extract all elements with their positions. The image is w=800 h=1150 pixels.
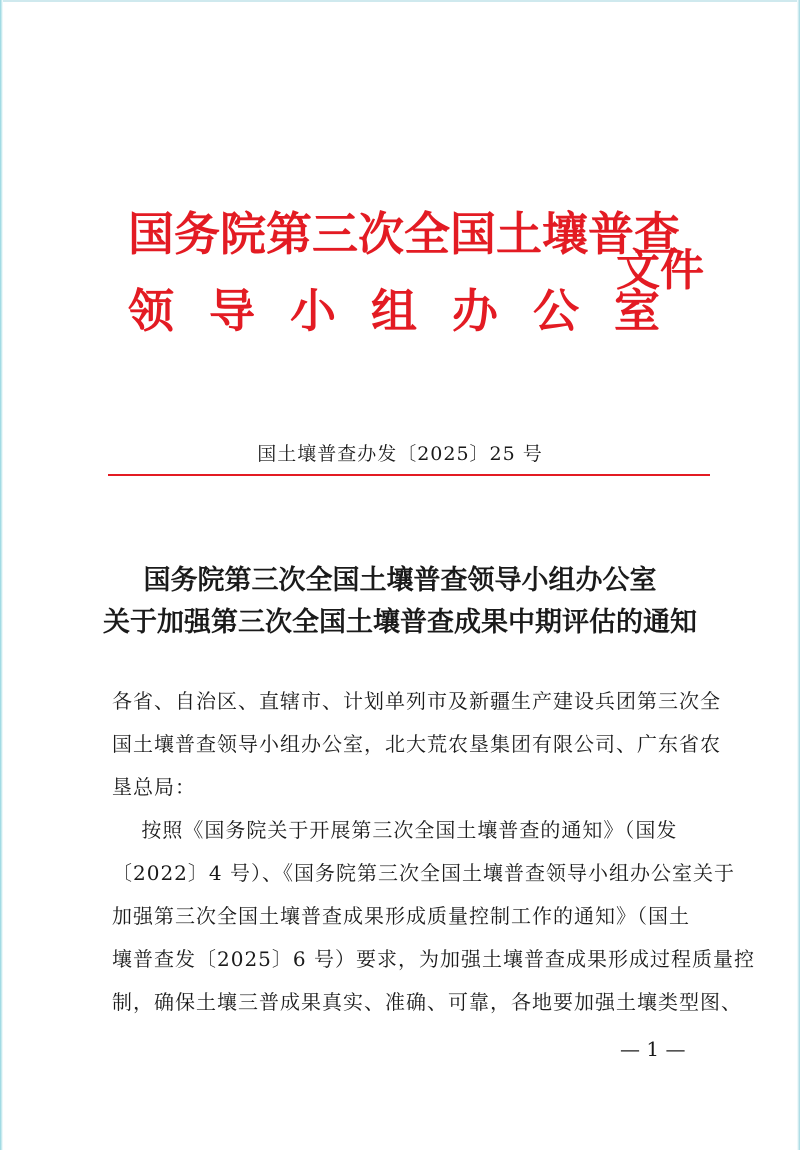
body-line: 壤普查发〔2025〕6 号）要求，为加强土壤普查成果形成过程质量控 xyxy=(112,947,755,971)
document-number: 国土壤普查办发〔2025〕25 号 xyxy=(257,443,543,465)
issuer-line-1: 国务院第三次全国土壤普查 xyxy=(128,207,680,261)
issuer-line-2: 领导小组办公室 xyxy=(128,284,695,338)
body-line: 各省、自治区、直辖市、计划单列市及新疆生产建设兵团第三次全 xyxy=(112,689,721,713)
body-line: 按照《国务院关于开展第三次全国土壤普查的通知》（国发 xyxy=(112,818,678,842)
body-line: 垦总局： xyxy=(112,775,196,799)
document-title-line-2: 关于加强第三次全国土壤普查成果中期评估的通知 xyxy=(103,607,697,638)
red-separator-line xyxy=(108,474,710,476)
body-line: 制，确保土壤三普成果真实、准确、可靠，各地要加强土壤类型图、 xyxy=(112,990,742,1014)
page-number: — 1 — xyxy=(620,1037,686,1061)
document-title-line-1: 国务院第三次全国土壤普查领导小组办公室 xyxy=(143,565,657,596)
body-line: 国土壤普查领导小组办公室，北大荒农垦集团有限公司、广东省农 xyxy=(112,732,721,756)
page-top-edge xyxy=(0,0,800,2)
body-line: 〔2022〕4 号）、《国务院第三次全国土壤普查领导小组办公室关于 xyxy=(112,861,735,885)
document-type-label: 文件 xyxy=(616,245,704,296)
body-line: 加强第三次全国土壤普查成果形成质量控制工作的通知》（国土 xyxy=(112,904,690,928)
